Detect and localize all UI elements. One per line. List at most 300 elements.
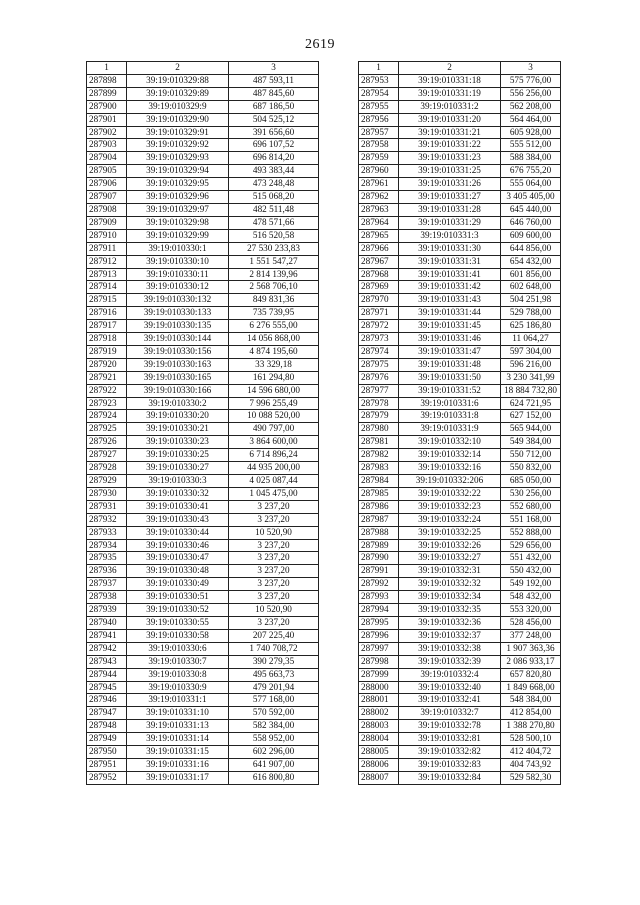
- table-row: [359, 113, 561, 126]
- cadastral-number-cell: 39:19:010330:21: [127, 423, 229, 436]
- row-number-cell: 287985: [359, 487, 399, 500]
- row-number-cell: 287944: [87, 668, 127, 681]
- cadastral-number-cell: 39:19:010329:90: [127, 113, 229, 126]
- table-row: [87, 281, 319, 294]
- row-number-cell: 287910: [87, 229, 127, 242]
- cadastral-value-cell: 6 714 896,24: [229, 449, 319, 462]
- table-row: [87, 255, 319, 268]
- row-number-cell: 287941: [87, 629, 127, 642]
- cadastral-value-cell: 645 440,00: [501, 203, 561, 216]
- table-row: [359, 281, 561, 294]
- cadastral-number-cell: 39:19:010332:22: [399, 487, 501, 500]
- table-row: [359, 500, 561, 513]
- table-row: [359, 100, 561, 113]
- cadastral-number-cell: 39:19:010329:91: [127, 126, 229, 139]
- row-number-cell: 287907: [87, 191, 127, 204]
- cadastral-number-cell: 39:19:010330:11: [127, 268, 229, 281]
- cadastral-number-cell: 39:19:010331:47: [399, 345, 501, 358]
- row-number-cell: 287991: [359, 565, 399, 578]
- cadastral-number-cell: 39:19:010332:78: [399, 720, 501, 733]
- cadastral-value-cell: 3 864 600,00: [229, 436, 319, 449]
- cadastral-value-cell: 487 593,11: [229, 74, 319, 87]
- cadastral-value-cell: 3 237,20: [229, 513, 319, 526]
- table-row: [359, 462, 561, 475]
- cadastral-value-cell: 552 888,00: [501, 526, 561, 539]
- cadastral-number-cell: 39:19:010331:21: [399, 126, 501, 139]
- cadastral-number-cell: 39:19:010331:18: [399, 74, 501, 87]
- cadastral-value-cell: 504 251,98: [501, 294, 561, 307]
- row-number-cell: 287969: [359, 281, 399, 294]
- table-row: [359, 345, 561, 358]
- row-number-cell: 287942: [87, 642, 127, 655]
- cadastral-number-cell: 39:19:010332:83: [399, 758, 501, 771]
- cadastral-number-cell: 39:19:010330:44: [127, 526, 229, 539]
- cadastral-value-cell: 549 384,00: [501, 436, 561, 449]
- row-number-cell: 287983: [359, 462, 399, 475]
- cadastral-value-cell: 555 512,00: [501, 139, 561, 152]
- row-number-cell: 287954: [359, 87, 399, 100]
- cadastral-number-cell: 39:19:010329:98: [127, 216, 229, 229]
- row-number-cell: 287904: [87, 152, 127, 165]
- row-number-cell: 287921: [87, 371, 127, 384]
- table-row: [359, 733, 561, 746]
- cadastral-number-cell: 39:19:010330:51: [127, 591, 229, 604]
- cadastral-value-cell: 3 237,20: [229, 591, 319, 604]
- cadastral-number-cell: 39:19:010332:37: [399, 629, 501, 642]
- table-row: [359, 423, 561, 436]
- row-number-cell: 287990: [359, 552, 399, 565]
- cadastral-value-cell: 1 045 475,00: [229, 487, 319, 500]
- cadastral-number-cell: 39:19:010330:58: [127, 629, 229, 642]
- cadastral-value-cell: 562 208,00: [501, 100, 561, 113]
- row-number-cell: 287952: [87, 771, 127, 784]
- cadastral-value-cell: 625 186,80: [501, 320, 561, 333]
- row-number-cell: 287936: [87, 565, 127, 578]
- row-number-cell: 287934: [87, 539, 127, 552]
- row-number-cell: 287975: [359, 358, 399, 371]
- table-row: [359, 126, 561, 139]
- row-number-cell: 287949: [87, 733, 127, 746]
- table-row: [87, 616, 319, 629]
- table-row: [87, 178, 319, 191]
- table-row: [359, 616, 561, 629]
- table-row: [87, 397, 319, 410]
- cadastral-number-cell: 39:19:010331:42: [399, 281, 501, 294]
- cadastral-number-cell: 39:19:010331:41: [399, 268, 501, 281]
- row-number-cell: 287979: [359, 410, 399, 423]
- row-number-cell: 287959: [359, 152, 399, 165]
- table-row: [87, 475, 319, 488]
- cadastral-number-cell: 39:19:010331:10: [127, 707, 229, 720]
- row-number-cell: 287899: [87, 87, 127, 100]
- table-row: [87, 152, 319, 165]
- table-row: [359, 436, 561, 449]
- table-row: [87, 371, 319, 384]
- cadastral-value-cell: 1 907 363,36: [501, 642, 561, 655]
- row-number-cell: 287937: [87, 578, 127, 591]
- table-row: [359, 629, 561, 642]
- table-row: [87, 694, 319, 707]
- cadastral-value-cell: 504 525,12: [229, 113, 319, 126]
- table-row: [359, 513, 561, 526]
- column-header: 2: [399, 62, 501, 75]
- table-row: [359, 578, 561, 591]
- row-number-cell: 287903: [87, 139, 127, 152]
- row-number-cell: 287940: [87, 616, 127, 629]
- cadastral-value-cell: 657 820,80: [501, 668, 561, 681]
- cadastral-number-cell: 39:19:010330:163: [127, 358, 229, 371]
- cadastral-value-cell: 564 464,00: [501, 113, 561, 126]
- cadastral-value-cell: 479 201,94: [229, 681, 319, 694]
- cadastral-number-cell: 39:19:010332:7: [399, 707, 501, 720]
- cadastral-value-cell: 482 511,48: [229, 203, 319, 216]
- cadastral-number-cell: 39:19:010329:9: [127, 100, 229, 113]
- table-row: [359, 152, 561, 165]
- row-number-cell: 287913: [87, 268, 127, 281]
- cadastral-number-cell: 39:19:010330:10: [127, 255, 229, 268]
- cadastral-number-cell: 39:19:010331:20: [399, 113, 501, 126]
- cadastral-number-cell: 39:19:010330:166: [127, 384, 229, 397]
- row-number-cell: 287930: [87, 487, 127, 500]
- cadastral-value-cell: 33 329,18: [229, 358, 319, 371]
- table-row: [359, 268, 561, 281]
- cadastral-number-cell: 39:19:010331:45: [399, 320, 501, 333]
- row-number-cell: 287927: [87, 449, 127, 462]
- cadastral-value-cell: 551 432,00: [501, 552, 561, 565]
- cadastral-number-cell: 39:19:010331:46: [399, 333, 501, 346]
- row-number-cell: 287906: [87, 178, 127, 191]
- table-row: [87, 358, 319, 371]
- cadastral-number-cell: 39:19:010330:27: [127, 462, 229, 475]
- row-number-cell: 287928: [87, 462, 127, 475]
- registry-table-left: [86, 61, 319, 785]
- row-number-cell: 287912: [87, 255, 127, 268]
- cadastral-number-cell: 39:19:010332:27: [399, 552, 501, 565]
- row-number-cell: 288006: [359, 758, 399, 771]
- cadastral-number-cell: 39:19:010330:46: [127, 539, 229, 552]
- cadastral-value-cell: 487 845,60: [229, 87, 319, 100]
- table-row: [87, 100, 319, 113]
- cadastral-value-cell: 493 383,44: [229, 165, 319, 178]
- cadastral-value-cell: 641 907,00: [229, 758, 319, 771]
- table-row: [359, 384, 561, 397]
- cadastral-value-cell: 3 237,20: [229, 552, 319, 565]
- cadastral-value-cell: 3 237,20: [229, 500, 319, 513]
- table-row: [359, 694, 561, 707]
- table-row: [359, 203, 561, 216]
- cadastral-number-cell: 39:19:010332:82: [399, 746, 501, 759]
- cadastral-value-cell: 553 320,00: [501, 604, 561, 617]
- row-number-cell: 287961: [359, 178, 399, 191]
- row-number-cell: 287962: [359, 191, 399, 204]
- table-row: [87, 487, 319, 500]
- cadastral-number-cell: 39:19:010329:96: [127, 191, 229, 204]
- cadastral-value-cell: 548 384,00: [501, 694, 561, 707]
- table-row: [359, 565, 561, 578]
- row-number-cell: 288005: [359, 746, 399, 759]
- cadastral-value-cell: 529 582,30: [501, 771, 561, 784]
- table-row: [87, 294, 319, 307]
- table-row: [87, 268, 319, 281]
- table-row: [359, 642, 561, 655]
- cadastral-value-cell: 1 551 547,27: [229, 255, 319, 268]
- cadastral-value-cell: 582 384,00: [229, 720, 319, 733]
- cadastral-value-cell: 412 854,00: [501, 707, 561, 720]
- cadastral-number-cell: 39:19:010331:6: [399, 397, 501, 410]
- row-number-cell: 287987: [359, 513, 399, 526]
- cadastral-number-cell: 39:19:010331:31: [399, 255, 501, 268]
- cadastral-value-cell: 529 788,00: [501, 307, 561, 320]
- row-number-cell: 287905: [87, 165, 127, 178]
- row-number-cell: 287917: [87, 320, 127, 333]
- cadastral-number-cell: 39:19:010332:31: [399, 565, 501, 578]
- cadastral-number-cell: 39:19:010330:25: [127, 449, 229, 462]
- table-row: [87, 629, 319, 642]
- row-number-cell: 287981: [359, 436, 399, 449]
- row-number-cell: 287967: [359, 255, 399, 268]
- cadastral-value-cell: 575 776,00: [501, 74, 561, 87]
- table-row: [87, 758, 319, 771]
- row-number-cell: 287932: [87, 513, 127, 526]
- cadastral-value-cell: 609 600,00: [501, 229, 561, 242]
- table-row: [87, 384, 319, 397]
- cadastral-number-cell: 39:19:010330:165: [127, 371, 229, 384]
- cadastral-number-cell: 39:19:010332:84: [399, 771, 501, 784]
- cadastral-number-cell: 39:19:010332:10: [399, 436, 501, 449]
- cadastral-value-cell: 2 568 706,10: [229, 281, 319, 294]
- cadastral-number-cell: 39:19:010329:89: [127, 87, 229, 100]
- row-number-cell: 288002: [359, 707, 399, 720]
- cadastral-value-cell: 3 230 341,99: [501, 371, 561, 384]
- cadastral-number-cell: 39:19:010330:132: [127, 294, 229, 307]
- row-number-cell: 287955: [359, 100, 399, 113]
- cadastral-value-cell: 530 256,00: [501, 487, 561, 500]
- page-number: 2619: [305, 37, 335, 52]
- row-number-cell: 287939: [87, 604, 127, 617]
- table-row: [87, 720, 319, 733]
- cadastral-value-cell: 551 168,00: [501, 513, 561, 526]
- table-row: [87, 345, 319, 358]
- table-row: [87, 191, 319, 204]
- row-number-cell: 287950: [87, 746, 127, 759]
- cadastral-value-cell: 555 064,00: [501, 178, 561, 191]
- cadastral-value-cell: 3 237,20: [229, 616, 319, 629]
- cadastral-value-cell: 687 186,50: [229, 100, 319, 113]
- cadastral-number-cell: 39:19:010329:92: [127, 139, 229, 152]
- cadastral-value-cell: 597 304,00: [501, 345, 561, 358]
- row-number-cell: 287938: [87, 591, 127, 604]
- table-row: [87, 462, 319, 475]
- cadastral-value-cell: 14 596 680,00: [229, 384, 319, 397]
- cadastral-value-cell: 550 712,00: [501, 449, 561, 462]
- cadastral-value-cell: 2 814 139,96: [229, 268, 319, 281]
- cadastral-number-cell: 39:19:010330:48: [127, 565, 229, 578]
- cadastral-number-cell: 39:19:010330:2: [127, 397, 229, 410]
- row-number-cell: 287953: [359, 74, 399, 87]
- row-number-cell: 287965: [359, 229, 399, 242]
- table-row: [87, 655, 319, 668]
- cadastral-number-cell: 39:19:010330:1: [127, 242, 229, 255]
- row-number-cell: 287976: [359, 371, 399, 384]
- table-row: [87, 604, 319, 617]
- table-row: [359, 87, 561, 100]
- cadastral-number-cell: 39:19:010331:52: [399, 384, 501, 397]
- row-number-cell: 287898: [87, 74, 127, 87]
- table-row: [87, 113, 319, 126]
- cadastral-number-cell: 39:19:010330:135: [127, 320, 229, 333]
- table-row: [87, 539, 319, 552]
- row-number-cell: 287957: [359, 126, 399, 139]
- table-row: [87, 449, 319, 462]
- cadastral-value-cell: 849 831,36: [229, 294, 319, 307]
- row-number-cell: 287958: [359, 139, 399, 152]
- cadastral-number-cell: 39:19:010330:20: [127, 410, 229, 423]
- table-row: [359, 358, 561, 371]
- cadastral-number-cell: 39:19:010330:8: [127, 668, 229, 681]
- cadastral-value-cell: 11 064,27: [501, 333, 561, 346]
- cadastral-number-cell: 39:19:010331:2: [399, 100, 501, 113]
- table-row: [359, 242, 561, 255]
- cadastral-number-cell: 39:19:010332:32: [399, 578, 501, 591]
- cadastral-value-cell: 3 237,20: [229, 539, 319, 552]
- row-number-cell: 287901: [87, 113, 127, 126]
- cadastral-number-cell: 39:19:010332:16: [399, 462, 501, 475]
- table-row: [359, 371, 561, 384]
- table-row: [359, 655, 561, 668]
- cadastral-value-cell: 570 592,00: [229, 707, 319, 720]
- row-number-cell: 287970: [359, 294, 399, 307]
- cadastral-value-cell: 696 107,52: [229, 139, 319, 152]
- table-row: [359, 229, 561, 242]
- row-number-cell: 287980: [359, 423, 399, 436]
- table-row: [87, 74, 319, 87]
- row-number-cell: 287924: [87, 410, 127, 423]
- table-row: [359, 707, 561, 720]
- column-header: 2: [127, 62, 229, 75]
- cadastral-value-cell: 1 740 708,72: [229, 642, 319, 655]
- cadastral-value-cell: 390 279,35: [229, 655, 319, 668]
- cadastral-number-cell: 39:19:010330:52: [127, 604, 229, 617]
- cadastral-value-cell: 624 721,95: [501, 397, 561, 410]
- cadastral-value-cell: 644 856,00: [501, 242, 561, 255]
- row-number-cell: 287982: [359, 449, 399, 462]
- cadastral-value-cell: 577 168,00: [229, 694, 319, 707]
- cadastral-number-cell: 39:19:010332:81: [399, 733, 501, 746]
- cadastral-number-cell: 39:19:010330:3: [127, 475, 229, 488]
- table-row: [87, 500, 319, 513]
- cadastral-number-cell: 39:19:010332:24: [399, 513, 501, 526]
- cadastral-value-cell: 1 849 668,00: [501, 681, 561, 694]
- row-number-cell: 287963: [359, 203, 399, 216]
- row-number-cell: 287935: [87, 552, 127, 565]
- row-number-cell: 287920: [87, 358, 127, 371]
- table-row: [359, 74, 561, 87]
- cadastral-value-cell: 10 088 520,00: [229, 410, 319, 423]
- table-row: [87, 642, 319, 655]
- table-row: [359, 746, 561, 759]
- table-row: [87, 733, 319, 746]
- cadastral-value-cell: 515 068,20: [229, 191, 319, 204]
- table-row: [87, 229, 319, 242]
- table-row: [359, 681, 561, 694]
- cadastral-value-cell: 412 404,72: [501, 746, 561, 759]
- row-number-cell: 287951: [87, 758, 127, 771]
- cadastral-value-cell: 735 739,95: [229, 307, 319, 320]
- table-row: [359, 216, 561, 229]
- row-number-cell: 287926: [87, 436, 127, 449]
- cadastral-number-cell: 39:19:010332:41: [399, 694, 501, 707]
- table-row: [87, 513, 319, 526]
- cadastral-number-cell: 39:19:010331:26: [399, 178, 501, 191]
- cadastral-number-cell: 39:19:010330:133: [127, 307, 229, 320]
- table-row: [359, 771, 561, 784]
- row-number-cell: 287923: [87, 397, 127, 410]
- cadastral-value-cell: 490 797,00: [229, 423, 319, 436]
- table-row: [359, 526, 561, 539]
- cadastral-value-cell: 478 571,66: [229, 216, 319, 229]
- column-header: 3: [229, 62, 319, 75]
- row-number-cell: 287922: [87, 384, 127, 397]
- table-row: [87, 436, 319, 449]
- table-row: [359, 449, 561, 462]
- cadastral-value-cell: 529 656,00: [501, 539, 561, 552]
- row-number-cell: 287995: [359, 616, 399, 629]
- cadastral-value-cell: 377 248,00: [501, 629, 561, 642]
- row-number-cell: 287909: [87, 216, 127, 229]
- row-number-cell: 287989: [359, 539, 399, 552]
- table-row: [359, 668, 561, 681]
- row-number-cell: 287956: [359, 113, 399, 126]
- cadastral-value-cell: 10 520,90: [229, 526, 319, 539]
- table-row: [359, 255, 561, 268]
- row-number-cell: 287974: [359, 345, 399, 358]
- cadastral-value-cell: 44 935 200,00: [229, 462, 319, 475]
- table-row: [87, 87, 319, 100]
- row-number-cell: 287973: [359, 333, 399, 346]
- cadastral-value-cell: 550 432,00: [501, 565, 561, 578]
- row-number-cell: 287998: [359, 655, 399, 668]
- row-number-cell: 288001: [359, 694, 399, 707]
- row-number-cell: 287914: [87, 281, 127, 294]
- row-number-cell: 287960: [359, 165, 399, 178]
- cadastral-number-cell: 39:19:010329:94: [127, 165, 229, 178]
- table-row: [359, 591, 561, 604]
- row-number-cell: 287992: [359, 578, 399, 591]
- cadastral-number-cell: 39:19:010331:13: [127, 720, 229, 733]
- cadastral-number-cell: 39:19:010331:17: [127, 771, 229, 784]
- table-row: [87, 565, 319, 578]
- cadastral-value-cell: 1 388 270,80: [501, 720, 561, 733]
- row-number-cell: 287929: [87, 475, 127, 488]
- row-number-cell: 287993: [359, 591, 399, 604]
- row-number-cell: 287964: [359, 216, 399, 229]
- cadastral-value-cell: 646 760,00: [501, 216, 561, 229]
- row-number-cell: 287996: [359, 629, 399, 642]
- cadastral-value-cell: 10 520,90: [229, 604, 319, 617]
- cadastral-value-cell: 548 432,00: [501, 591, 561, 604]
- cadastral-value-cell: 3 405 405,00: [501, 191, 561, 204]
- table-row: [359, 410, 561, 423]
- cadastral-number-cell: 39:19:010331:44: [399, 307, 501, 320]
- cadastral-value-cell: 556 256,00: [501, 87, 561, 100]
- row-number-cell: 287947: [87, 707, 127, 720]
- row-number-cell: 287925: [87, 423, 127, 436]
- row-number-cell: 287986: [359, 500, 399, 513]
- cadastral-number-cell: 39:19:010332:23: [399, 500, 501, 513]
- cadastral-value-cell: 6 276 555,00: [229, 320, 319, 333]
- row-number-cell: 287968: [359, 268, 399, 281]
- row-number-cell: 287972: [359, 320, 399, 333]
